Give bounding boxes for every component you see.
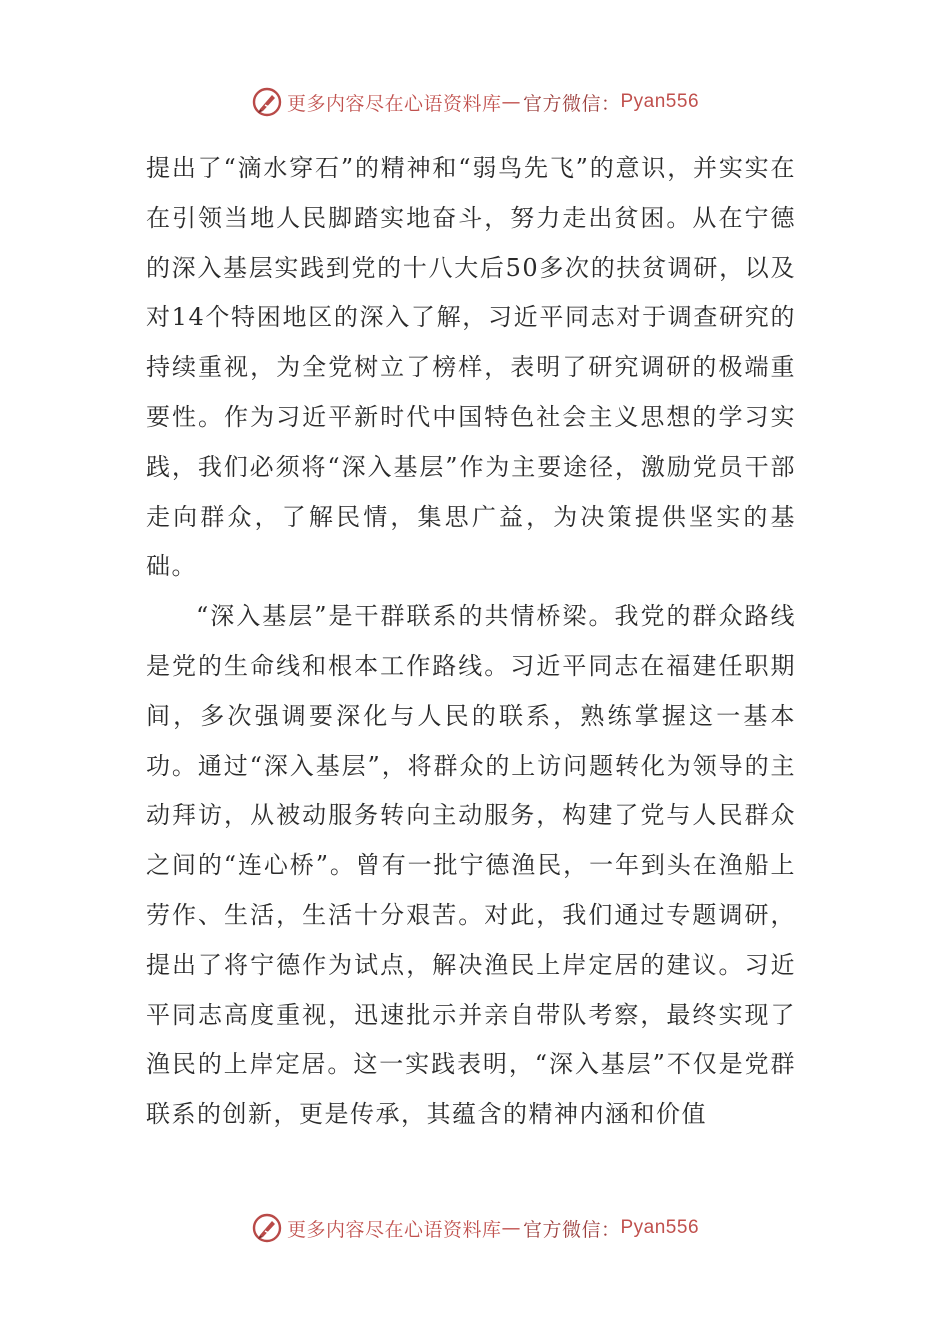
- document-body: [146, 144, 796, 1140]
- footer-wechat-label: 官方微信：: [522, 1218, 621, 1241]
- pen-logo-icon: [251, 1212, 283, 1244]
- pen-logo-icon: [251, 86, 283, 118]
- header-watermark-banner: [0, 82, 950, 122]
- footer-watermark-banner: [0, 1208, 950, 1248]
- footer-wechat-id: Pyan556: [620, 1217, 700, 1238]
- header-separator: —: [501, 91, 521, 113]
- header-wechat-label: 官方微信：: [522, 92, 621, 115]
- footer-brand-text: 更多内容尽在心语资料库: [286, 1218, 502, 1241]
- body-paragraph-2: “深入基层”是干群联系的共情桥梁。我党的群众路线是党的生命线和根本工作路线。习近平同志在福建任职期间，多次强调要深化与人民的联系，熟练掌握这一基本功。通过“深入基层”，将群众的上访问题转化为领导的主动拜访，从被动服务转向主动服务，构建了党与人民群众之间的“连心桥”。曾有一批宁德渔民，一年到头在渔船上劳作、生活，生活十分艰苦。对此，我们通过专题调研，提出了将宁德作为试点，解决渔民上岸定居的建议。习近平同志高度重视，迅速批示并亲自带队考察，最终实现了渔民的上岸定居。这一实践表明，“深入基层”不仅是党群联系的创新，更是传承，其蕴含的精神内涵和价值: [146, 602, 796, 1129]
- header-wechat-id: Pyan556: [620, 91, 700, 112]
- footer-separator: —: [501, 1217, 521, 1239]
- header-brand-text: 更多内容尽在心语资料库: [286, 92, 502, 115]
- body-paragraph-1: 提出了“滴水穿石”的精神和“弱鸟先飞”的意识，并实实在在引领当地人民脚踏实地奋斗，努力走出贫困。从在宁德的深入基层实践到党的十八大后50多次的扶贫调研，以及对14个特困地区的深入了解，习近平同志对于调查研究的持续重视，为全党树立了榜样，表明了研究调研的极端重要性。作为习近平新时代中国特色社会主义思想的学习实践，我们必须将“深入基层”作为主要途径，激励党员干部走向群众，了解民情，集思广益，为决策提供坚实的基础。: [146, 154, 796, 581]
